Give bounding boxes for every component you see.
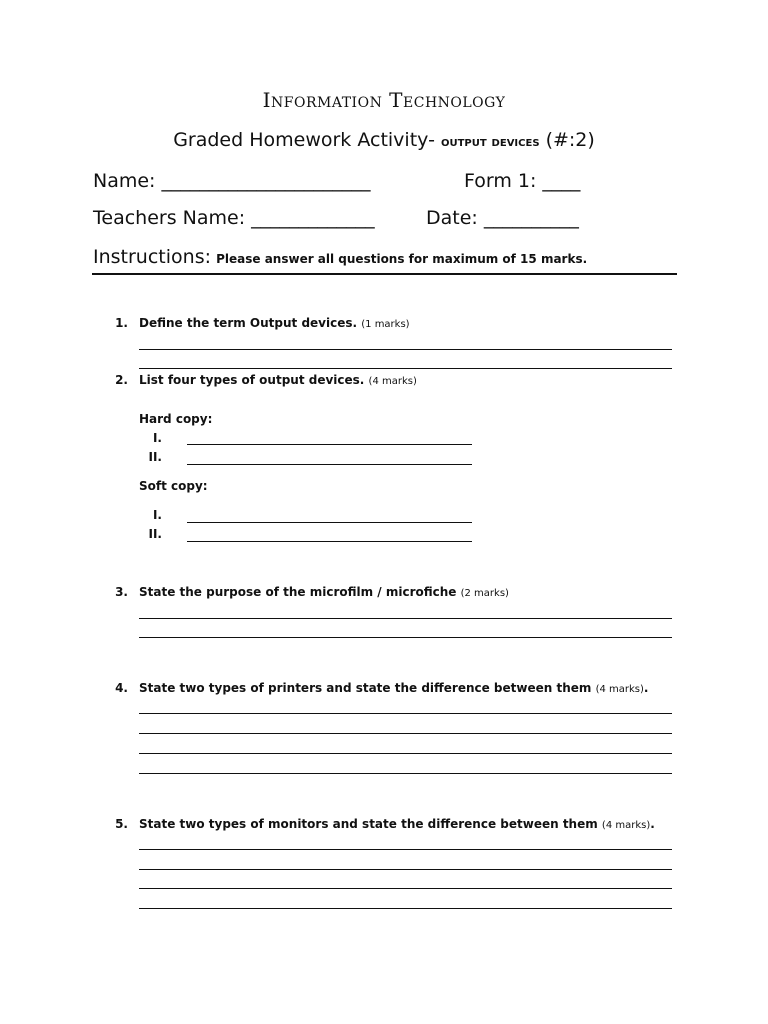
roman-numeral: II. xyxy=(148,450,162,464)
roman-numeral: II. xyxy=(148,527,162,541)
question-number: 5. xyxy=(115,817,128,831)
answer-line[interactable] xyxy=(139,888,672,889)
question-marks: (4 marks) xyxy=(601,820,651,831)
answer-line[interactable] xyxy=(139,637,672,638)
instructions-label: Instructions: xyxy=(93,246,211,268)
question-marks: (1 marks) xyxy=(361,319,410,330)
answer-line[interactable] xyxy=(139,908,672,909)
instructions-text: Please answer all questions for maximum of 15 marks. xyxy=(216,252,588,266)
answer-line[interactable] xyxy=(139,733,672,734)
hard-copy-label: Hard copy: xyxy=(139,412,213,426)
soft-copy-label: Soft copy: xyxy=(139,479,208,493)
question-after: . xyxy=(643,681,649,695)
answer-line[interactable] xyxy=(139,713,672,714)
answer-line[interactable] xyxy=(139,849,672,850)
question-5-text xyxy=(139,817,655,831)
answer-line[interactable] xyxy=(139,368,672,369)
form-field[interactable]: Form 1: ____ xyxy=(464,170,581,192)
answer-line[interactable] xyxy=(139,773,672,774)
soft-copy-answer-line-1[interactable] xyxy=(187,522,472,523)
instructions xyxy=(93,246,587,268)
header-divider xyxy=(92,273,677,275)
date-field[interactable]: Date: __________ xyxy=(426,207,579,229)
subtitle-prefix: Graded Homework Activity- xyxy=(173,129,441,151)
question-after: . xyxy=(650,817,655,831)
answer-line[interactable] xyxy=(139,753,672,754)
subtitle-suffix: (#:2) xyxy=(539,129,595,151)
worksheet-title: Information Technology xyxy=(262,88,506,112)
question-number: 1. xyxy=(115,316,128,330)
worksheet-subtitle xyxy=(0,129,768,151)
question-text: State the purpose of the microfilm / microfiche xyxy=(139,585,461,599)
question-marks: (2 marks) xyxy=(460,588,509,599)
question-3-text xyxy=(139,585,509,599)
name-field[interactable]: Name: ______________________ xyxy=(93,170,371,192)
roman-numeral: I. xyxy=(152,508,162,522)
soft-copy-answer-line-2[interactable] xyxy=(187,541,472,542)
answer-line[interactable] xyxy=(139,869,672,870)
question-number: 2. xyxy=(115,373,128,387)
question-number: 4. xyxy=(115,681,128,695)
question-marks: (4 marks) xyxy=(368,376,417,387)
question-text: State two types of printers and state the difference between them xyxy=(139,681,596,695)
hard-copy-answer-line-1[interactable] xyxy=(187,444,472,445)
question-1-text xyxy=(139,316,410,330)
teacher-name-field[interactable]: Teachers Name: _____________ xyxy=(93,207,375,229)
question-text: State two types of monitors and state the difference between them xyxy=(139,817,602,831)
answer-line[interactable] xyxy=(139,349,672,350)
subtitle-topic: output devices xyxy=(440,134,540,150)
roman-numeral: I. xyxy=(152,431,162,445)
question-2-text xyxy=(139,373,417,387)
question-4-text xyxy=(139,681,648,695)
question-text: Define the term Output devices. xyxy=(139,316,362,330)
question-number: 3. xyxy=(115,585,128,599)
answer-line[interactable] xyxy=(139,618,672,619)
hard-copy-answer-line-2[interactable] xyxy=(187,464,472,465)
question-text: List four types of output devices. xyxy=(139,373,369,387)
question-marks: (4 marks) xyxy=(595,684,644,695)
